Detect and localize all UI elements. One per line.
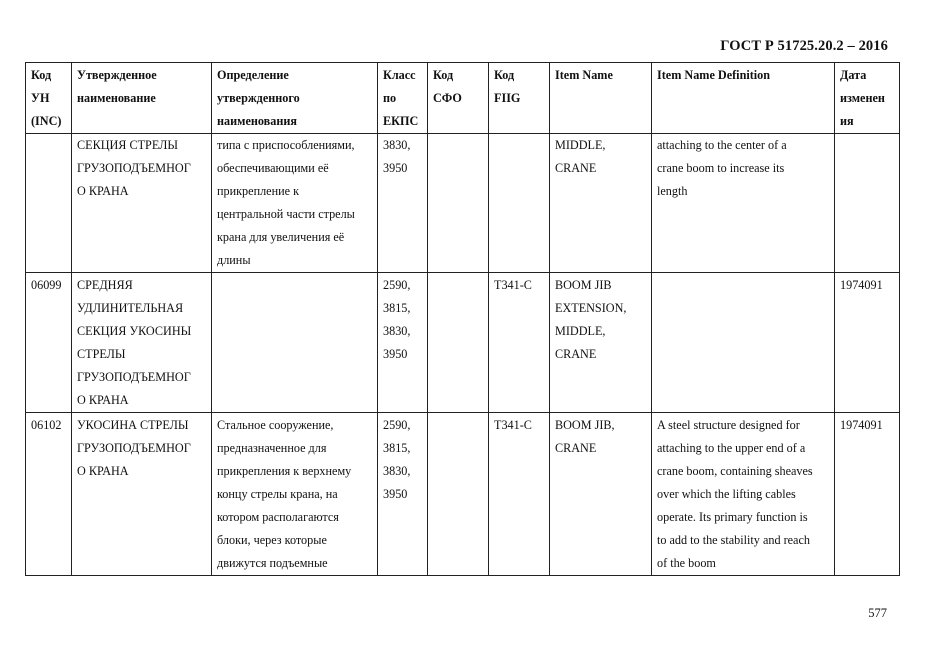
cell-definition: Стальное сооружение, предназначенное для прикрепления к верхнему концу стрелы крана, на котором располагаются блоки, через которые движутся подъемные xyxy=(212,413,378,576)
table-header-row xyxy=(26,63,900,134)
cell-class: 2590, 3815, 3830, 3950 xyxy=(378,413,428,576)
cell-approved-name: СЕКЦИЯ СТРЕЛЫ ГРУЗОПОДЪЕМНОГ О КРАНА xyxy=(72,134,212,273)
table-row xyxy=(26,273,900,413)
cell-sfo xyxy=(428,134,489,273)
cell-code: 06102 xyxy=(26,413,72,576)
cell-class: 3830, 3950 xyxy=(378,134,428,273)
cell-date xyxy=(835,134,900,273)
cell-fiig: T341-C xyxy=(489,273,550,413)
column-header-approved-name: Утвержденное наименование xyxy=(72,63,212,134)
cell-item-definition xyxy=(652,273,835,413)
cell-item-name: BOOM JIB EXTENSION, MIDDLE, CRANE xyxy=(550,273,652,413)
table-row xyxy=(26,134,900,273)
cell-code xyxy=(26,134,72,273)
column-header-fiig: Код FIIG xyxy=(489,63,550,134)
table-row xyxy=(26,413,900,576)
column-header-sfo: Код СФО xyxy=(428,63,489,134)
cell-item-definition: attaching to the center of a crane boom to increase its length xyxy=(652,134,835,273)
column-header-item-definition: Item Name Definition xyxy=(652,63,835,134)
cell-item-name: MIDDLE, CRANE xyxy=(550,134,652,273)
cell-definition xyxy=(212,273,378,413)
cell-approved-name: УКОСИНА СТРЕЛЫ ГРУЗОПОДЪЕМНОГ О КРАНА xyxy=(72,413,212,576)
cell-item-name: BOOM JIB, CRANE xyxy=(550,413,652,576)
cell-code: 06099 xyxy=(26,273,72,413)
cell-definition: типа с приспособлениями, обеспечивающими её прикрепление к центральной части стрелы крана для увеличения её длины xyxy=(212,134,378,273)
document-header: ГОСТ Р 51725.20.2 – 2016 xyxy=(720,38,888,54)
data-table xyxy=(25,62,900,576)
column-header-date: Дата изменен ия xyxy=(835,63,900,134)
cell-date: 1974091 xyxy=(835,413,900,576)
cell-item-definition: A steel structure designed for attaching to the upper end of a crane boom, containing sheaves over which the lifting cables operate. Its primary function is to add to the stability and reach of the boom xyxy=(652,413,835,576)
cell-sfo xyxy=(428,413,489,576)
column-header-class: Класс по ЕКПС xyxy=(378,63,428,134)
cell-class: 2590, 3815, 3830, 3950 xyxy=(378,273,428,413)
cell-fiig: T341-C xyxy=(489,413,550,576)
cell-date: 1974091 xyxy=(835,273,900,413)
cell-fiig xyxy=(489,134,550,273)
cell-approved-name: СРЕДНЯЯ УДЛИНИТЕЛЬНАЯ СЕКЦИЯ УКОСИНЫ СТРЕЛЫ ГРУЗОПОДЪЕМНОГ О КРАНА xyxy=(72,273,212,413)
cell-sfo xyxy=(428,273,489,413)
column-header-definition: Определение утвержденного наименования xyxy=(212,63,378,134)
page-number: 577 xyxy=(868,606,887,620)
column-header-code: Код УН (INC) xyxy=(26,63,72,134)
column-header-item-name: Item Name xyxy=(550,63,652,134)
